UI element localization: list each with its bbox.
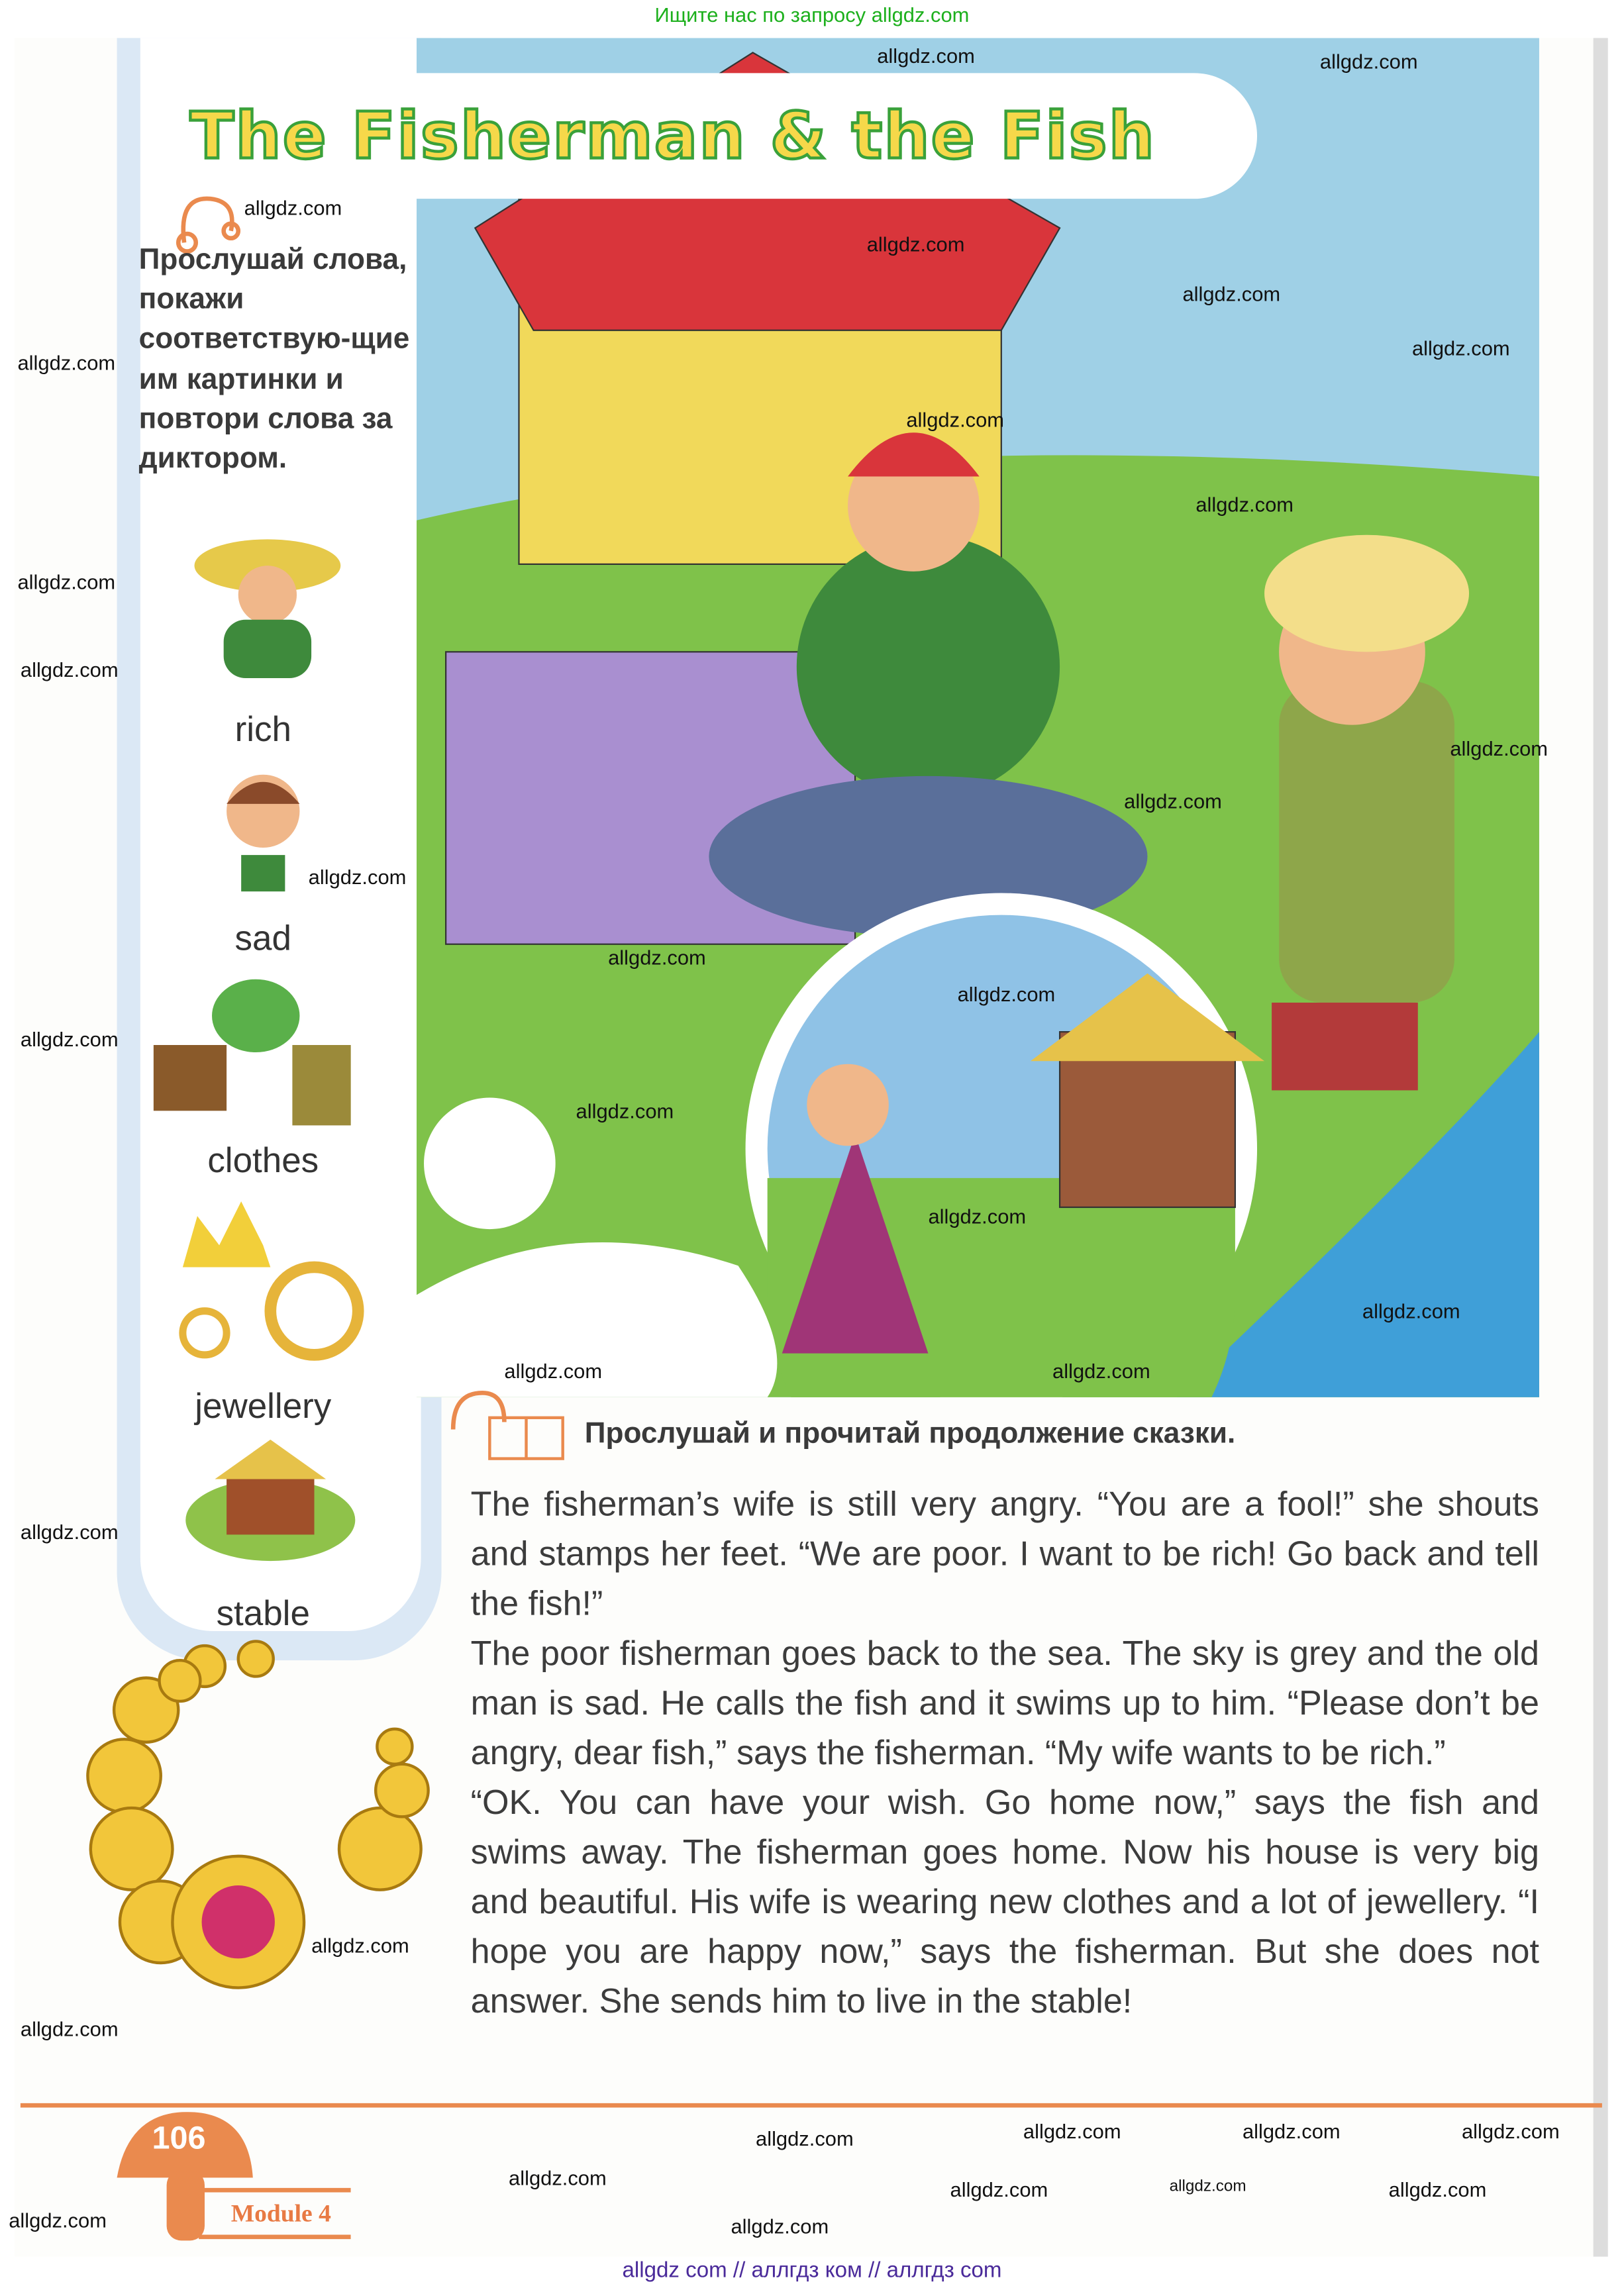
watermark: allgdz.com (17, 570, 116, 594)
watermark: allgdz.com (17, 350, 116, 374)
listen-read-icon (446, 1385, 570, 1466)
story-paragraph: The fisherman’s wife is still very angry. “You are a fool!” she shouts and stamps her feet. “We are poor. I want to be rich! Go back and tell the fish!” (470, 1486, 1539, 1624)
watermark: allgdz.com (1388, 2177, 1487, 2201)
watermark: allgdz.com (1169, 2177, 1246, 2195)
story-text (471, 1481, 1539, 2027)
watermark: allgdz.com (1462, 2119, 1560, 2143)
watermark: allgdz.com (1362, 1299, 1460, 1323)
watermark: allgdz.com (950, 2177, 1048, 2201)
watermark: allgdz.com (756, 2126, 854, 2150)
story-paragraph: “OK. You can have your wish. Go home now,” says the fish and swims away. The fisherman goes home. Now his house is very big and beautiful. His wife is wearing new clothes and a lot of jewellery. “I hope you are happy now,” says the fisherman. But she does not answer. She sends him to live in the stable! (470, 1784, 1539, 2022)
watermark: allgdz.com (731, 2214, 829, 2238)
watermark: allgdz.com (20, 1027, 119, 1051)
watermark: allgdz.com (244, 195, 342, 220)
module-label: Module 4 (230, 2199, 331, 2228)
vocab-word-rich-row (117, 711, 409, 752)
watermark: allgdz.com (928, 1204, 1027, 1228)
watermark: allgdz.com (1182, 281, 1281, 306)
watermark: allgdz.com (576, 1099, 674, 1122)
watermark: allgdz.com (608, 945, 706, 970)
bottom-banner[interactable]: allgdz com // аллгдз ком // аллгдз com (622, 2258, 1002, 2283)
vocabulary-instruction: Прослушай слова, покажи соответствую-щие им картинки и повтори слова за диктором. (138, 244, 410, 475)
page-title-text: The Fisherman & the Fish (189, 98, 1156, 174)
story-paragraph: The poor fisherman goes back to the sea. The sky is grey and the old man is sad. He calls the fish and it swims up to him. “Please don’t be angry, dear fish,” says the fisherman. “My wife wants to be rich.” (470, 1635, 1539, 1773)
watermark: allgdz.com (1450, 736, 1548, 760)
watermark: allgdz.com (906, 407, 1005, 432)
watermark: allgdz.com (308, 865, 407, 889)
wife-figure (797, 535, 1060, 798)
watermark: allgdz.com (1319, 50, 1418, 74)
top-banner[interactable]: Ищите нас по запросу allgdz.com (654, 3, 970, 26)
page-number: 106 (152, 2119, 206, 2156)
watermark: allgdz.com (957, 982, 1056, 1006)
vocab-word-jewellery[interactable]: jewellery (195, 1387, 332, 1427)
watermark: allgdz.com (877, 44, 975, 68)
vocab-word-jewellery-row (117, 1387, 409, 1428)
watermark: allgdz.com (1242, 2119, 1341, 2143)
sad-boy-picture (212, 760, 314, 892)
watermark: allgdz.com (1124, 789, 1222, 813)
story-heading: Прослушай и прочитай продолжение сказки. (584, 1417, 1236, 1450)
rich-man-picture (187, 529, 348, 690)
vocab-word-clothes-row (117, 1142, 409, 1183)
story-illustration (417, 38, 1539, 1397)
vocab-word-rich[interactable]: rich (234, 710, 291, 750)
vocab-word-sad-row (117, 919, 409, 960)
vocab-word-stable[interactable]: stable (216, 1594, 310, 1634)
vocab-word-clothes[interactable]: clothes (207, 1141, 319, 1181)
fisherman-figure (1279, 681, 1454, 1003)
watermark: allgdz.com (20, 1520, 119, 1544)
watermark: allgdz.com (20, 658, 119, 681)
clothes-picture (154, 972, 373, 1133)
watermark: allgdz.com (9, 2208, 107, 2232)
jewellery-picture (161, 1187, 380, 1377)
footer-divider (21, 2103, 1602, 2108)
watermark: allgdz.com (20, 2017, 119, 2040)
watermark: allgdz.com (509, 2166, 607, 2190)
watermark: allgdz.com (1023, 2119, 1121, 2143)
watermark: allgdz.com (311, 1933, 409, 1958)
stable-picture (183, 1432, 358, 1564)
watermark: allgdz.com (1195, 492, 1294, 517)
watermark: allgdz.com (866, 232, 965, 256)
watermark: allgdz.com (504, 1359, 603, 1383)
watermark: allgdz.com (1052, 1359, 1150, 1383)
vocab-word-sad[interactable]: sad (234, 919, 291, 959)
page-title (172, 73, 1257, 199)
watermark: allgdz.com (1411, 336, 1510, 360)
